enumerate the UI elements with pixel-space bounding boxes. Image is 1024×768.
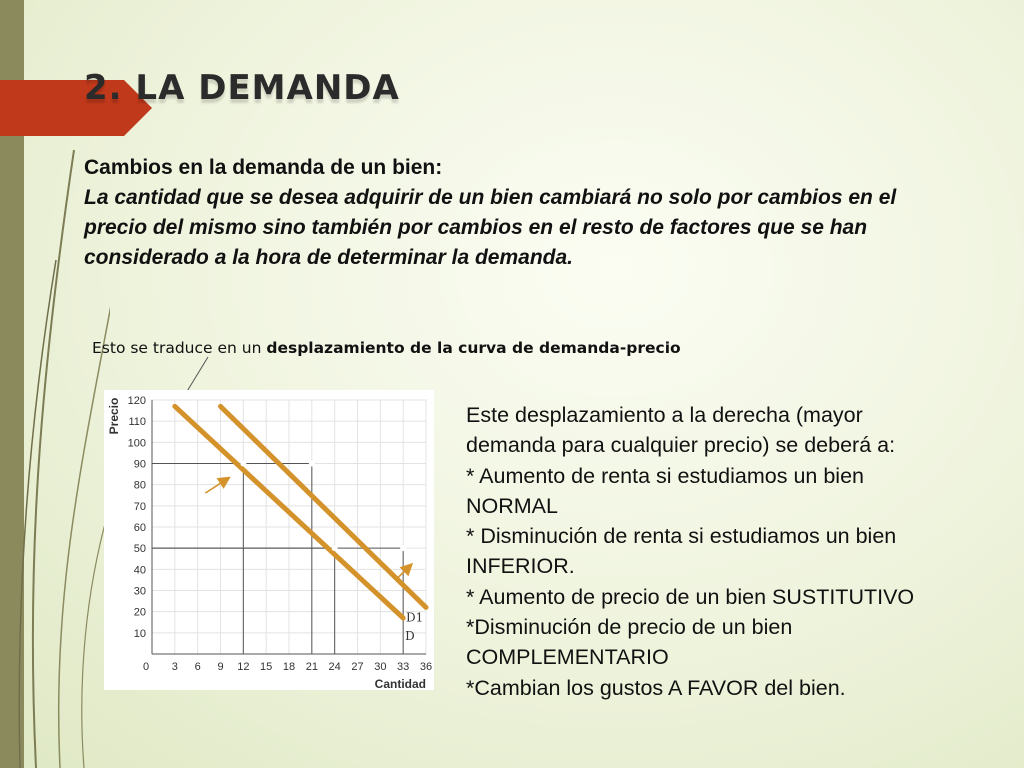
x-tick-label: 3 xyxy=(171,661,178,673)
demand-chart xyxy=(104,390,434,690)
x-tick-label: 18 xyxy=(282,661,296,673)
y-tick-label: 90 xyxy=(133,458,146,471)
y-tick-label: 30 xyxy=(133,585,146,598)
x-tick-label: 27 xyxy=(351,661,364,673)
curve-label-d: D xyxy=(405,629,415,644)
y-tick-label: 60 xyxy=(133,522,146,534)
y-tick-label: 20 xyxy=(133,606,146,619)
cause-line: NORMAL xyxy=(466,493,558,518)
cause-line: COMPLEMENTARIO xyxy=(466,645,669,670)
cause-line: *Disminución de precio de un bien xyxy=(466,615,793,640)
cause-line: * Aumento de renta si estudiamos un bien xyxy=(466,463,865,488)
curve-label-d1: D1 xyxy=(406,610,424,625)
cause-line: demanda para cualquier precio) se deberá a: xyxy=(466,433,896,458)
y-tick-label: 70 xyxy=(133,500,146,513)
y-tick-label: 10 xyxy=(133,627,146,640)
x-tick-label: 6 xyxy=(194,661,201,673)
x-tick-label: 21 xyxy=(305,661,318,673)
y-tick-label: 40 xyxy=(133,564,146,577)
y-axis-title: Precio xyxy=(107,397,121,435)
cause-line: *Cambian los gustos A FAVOR del bien. xyxy=(466,675,846,700)
y-tick-label: 80 xyxy=(133,479,146,492)
cause-line: Este desplazamiento a la derecha (mayor xyxy=(466,403,863,427)
y-tick-label: 50 xyxy=(133,543,146,556)
x-tick-label: 33 xyxy=(397,661,410,673)
causes-list xyxy=(466,400,1016,703)
demand-chart-svg xyxy=(104,390,434,690)
reference-point xyxy=(240,461,246,467)
section-body: La cantidad que se desea adquirir de un bien cambiará no solo por cambios en el precio del mismo sino también por cambios en el resto de factores que se han considerado a la hora de determinar la demanda. xyxy=(84,186,897,269)
translation-prefix: Esto se traduce en un xyxy=(92,339,267,357)
translation-bold: desplazamiento de la curva de demanda-precio xyxy=(266,339,681,357)
section-heading: Cambios en la demanda de un bien: xyxy=(84,156,443,179)
x-tick-label: 24 xyxy=(328,661,341,673)
x-tick-label: 30 xyxy=(374,661,387,673)
cause-line: * Aumento de precio de un bien SUSTITUTIVO xyxy=(466,584,915,609)
x-tick-label: 12 xyxy=(237,661,250,673)
slide-title: 2. LA DEMANDA xyxy=(84,68,400,108)
x-axis-title: Cantidad xyxy=(374,677,426,690)
y-tick-label: 110 xyxy=(128,416,146,429)
reference-point xyxy=(309,461,315,467)
y-tick-label: 100 xyxy=(127,437,146,450)
y-tick-label: 120 xyxy=(127,395,146,407)
cause-line: INFERIOR. xyxy=(466,554,575,579)
reference-point xyxy=(332,545,338,551)
origin-label: 0 xyxy=(142,661,150,673)
reference-point xyxy=(400,545,406,551)
x-tick-label: 15 xyxy=(260,661,273,673)
x-tick-label: 36 xyxy=(419,661,433,673)
cause-line: * Disminución de renta si estudiamos un bien xyxy=(466,524,897,549)
x-tick-label: 9 xyxy=(217,661,224,673)
